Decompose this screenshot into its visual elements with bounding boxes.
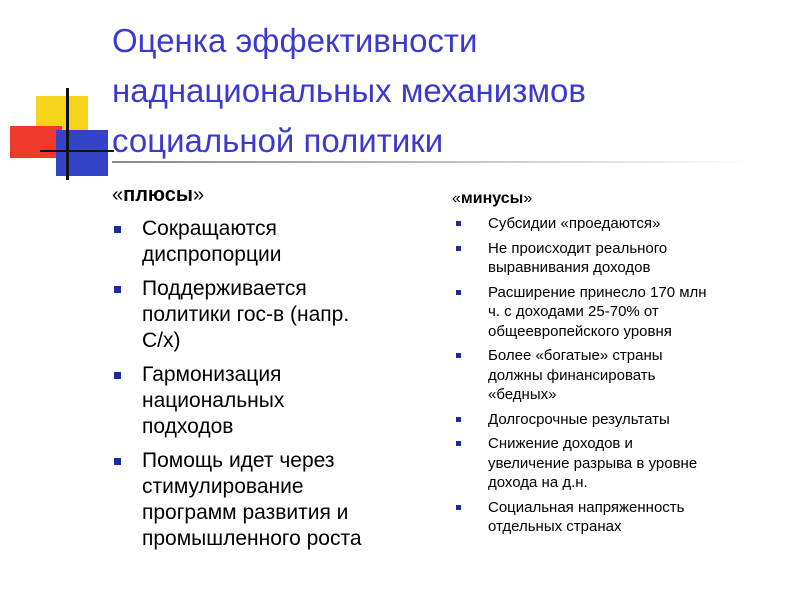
title-divider: [112, 161, 752, 163]
cons-item-line: Более «богатые» страны: [488, 347, 663, 364]
cons-heading-open-quote: «: [452, 190, 461, 207]
pros-heading-close-quote: »: [192, 184, 205, 206]
square-bullet-icon: [114, 286, 121, 293]
red-rectangle: [10, 126, 62, 158]
pros-heading: [112, 182, 432, 208]
pros-item-line: Гармонизация: [142, 363, 282, 386]
pros-item-line: Сокращаются: [142, 217, 277, 240]
pros-item: [112, 362, 432, 440]
pros-column: [112, 182, 432, 560]
pros-item: [112, 276, 432, 354]
square-bullet-icon: [456, 246, 461, 251]
title-line: социальной политики: [112, 122, 444, 159]
pros-item-line: промышленного роста: [142, 527, 362, 550]
title-line: Оценка эффективности: [112, 22, 478, 59]
pros-item: [112, 448, 432, 552]
square-bullet-icon: [456, 221, 461, 226]
slide-title: [112, 16, 782, 166]
cons-item: [452, 214, 787, 234]
square-bullet-icon: [114, 372, 121, 379]
square-bullet-icon: [114, 458, 121, 465]
pros-item-line: программ развития и: [142, 501, 349, 524]
title-line: наднациональных механизмов: [112, 72, 586, 109]
cons-item-line: выравнивания доходов: [488, 259, 651, 276]
cons-item-line: должны финансировать: [488, 366, 656, 384]
square-bullet-icon: [456, 353, 461, 358]
cons-item-line: увеличение разрыва в уровне: [488, 454, 698, 472]
pros-item-line: подходов: [142, 415, 234, 438]
horizontal-line: [40, 150, 114, 152]
pros-item: [112, 216, 432, 268]
cons-item-line: Социальная напряженность: [488, 498, 685, 516]
pros-list: [112, 216, 432, 552]
pros-item-line: С/х): [142, 329, 181, 352]
cons-item: [452, 346, 787, 405]
cons-item: [452, 283, 787, 342]
cons-item-line: Расширение принесло 170 млн: [488, 283, 707, 301]
pros-item-line: политики гос-в (напр.: [142, 303, 350, 326]
cons-item-line: Долгосрочные результаты: [488, 410, 670, 428]
pros-item-line: диспропорции: [142, 243, 282, 266]
square-bullet-icon: [456, 290, 461, 295]
vertical-line: [66, 88, 69, 180]
cons-item-line: отдельных странах: [488, 518, 622, 535]
blue-square: [56, 130, 108, 176]
pros-heading-open-quote: «: [112, 184, 124, 206]
cons-item-line: дохода на д.н.: [488, 474, 588, 491]
pros-item-line: стимулирование: [142, 475, 304, 498]
cons-item-line: ч. с доходами 25-70% от: [488, 303, 659, 320]
cons-item: [452, 434, 787, 493]
cons-item-line: Снижение доходов и: [488, 435, 633, 452]
pros-item-line: Поддерживается: [142, 277, 307, 300]
square-bullet-icon: [456, 441, 461, 446]
cons-item-line: Не происходит реального: [488, 239, 668, 257]
cons-heading-close-quote: »: [523, 190, 533, 207]
cons-item-line: «бедных»: [488, 386, 557, 403]
cons-list: [452, 214, 787, 537]
cons-item: [452, 410, 787, 430]
cons-item-line: общеевропейского уровня: [488, 322, 672, 340]
cons-item: [452, 498, 787, 537]
square-bullet-icon: [456, 417, 461, 422]
cons-item: [452, 239, 787, 278]
cons-heading: [452, 188, 787, 210]
cons-item-line: Субсидии «проедаются»: [488, 215, 661, 232]
pros-item-line: Помощь идет через: [142, 449, 335, 472]
cons-heading-word: минусы: [460, 190, 524, 207]
cons-column: [452, 188, 787, 542]
square-bullet-icon: [114, 226, 121, 233]
square-bullet-icon: [456, 505, 461, 510]
pros-heading-word: плюсы: [123, 184, 193, 206]
pros-item-line: национальных: [142, 389, 285, 412]
